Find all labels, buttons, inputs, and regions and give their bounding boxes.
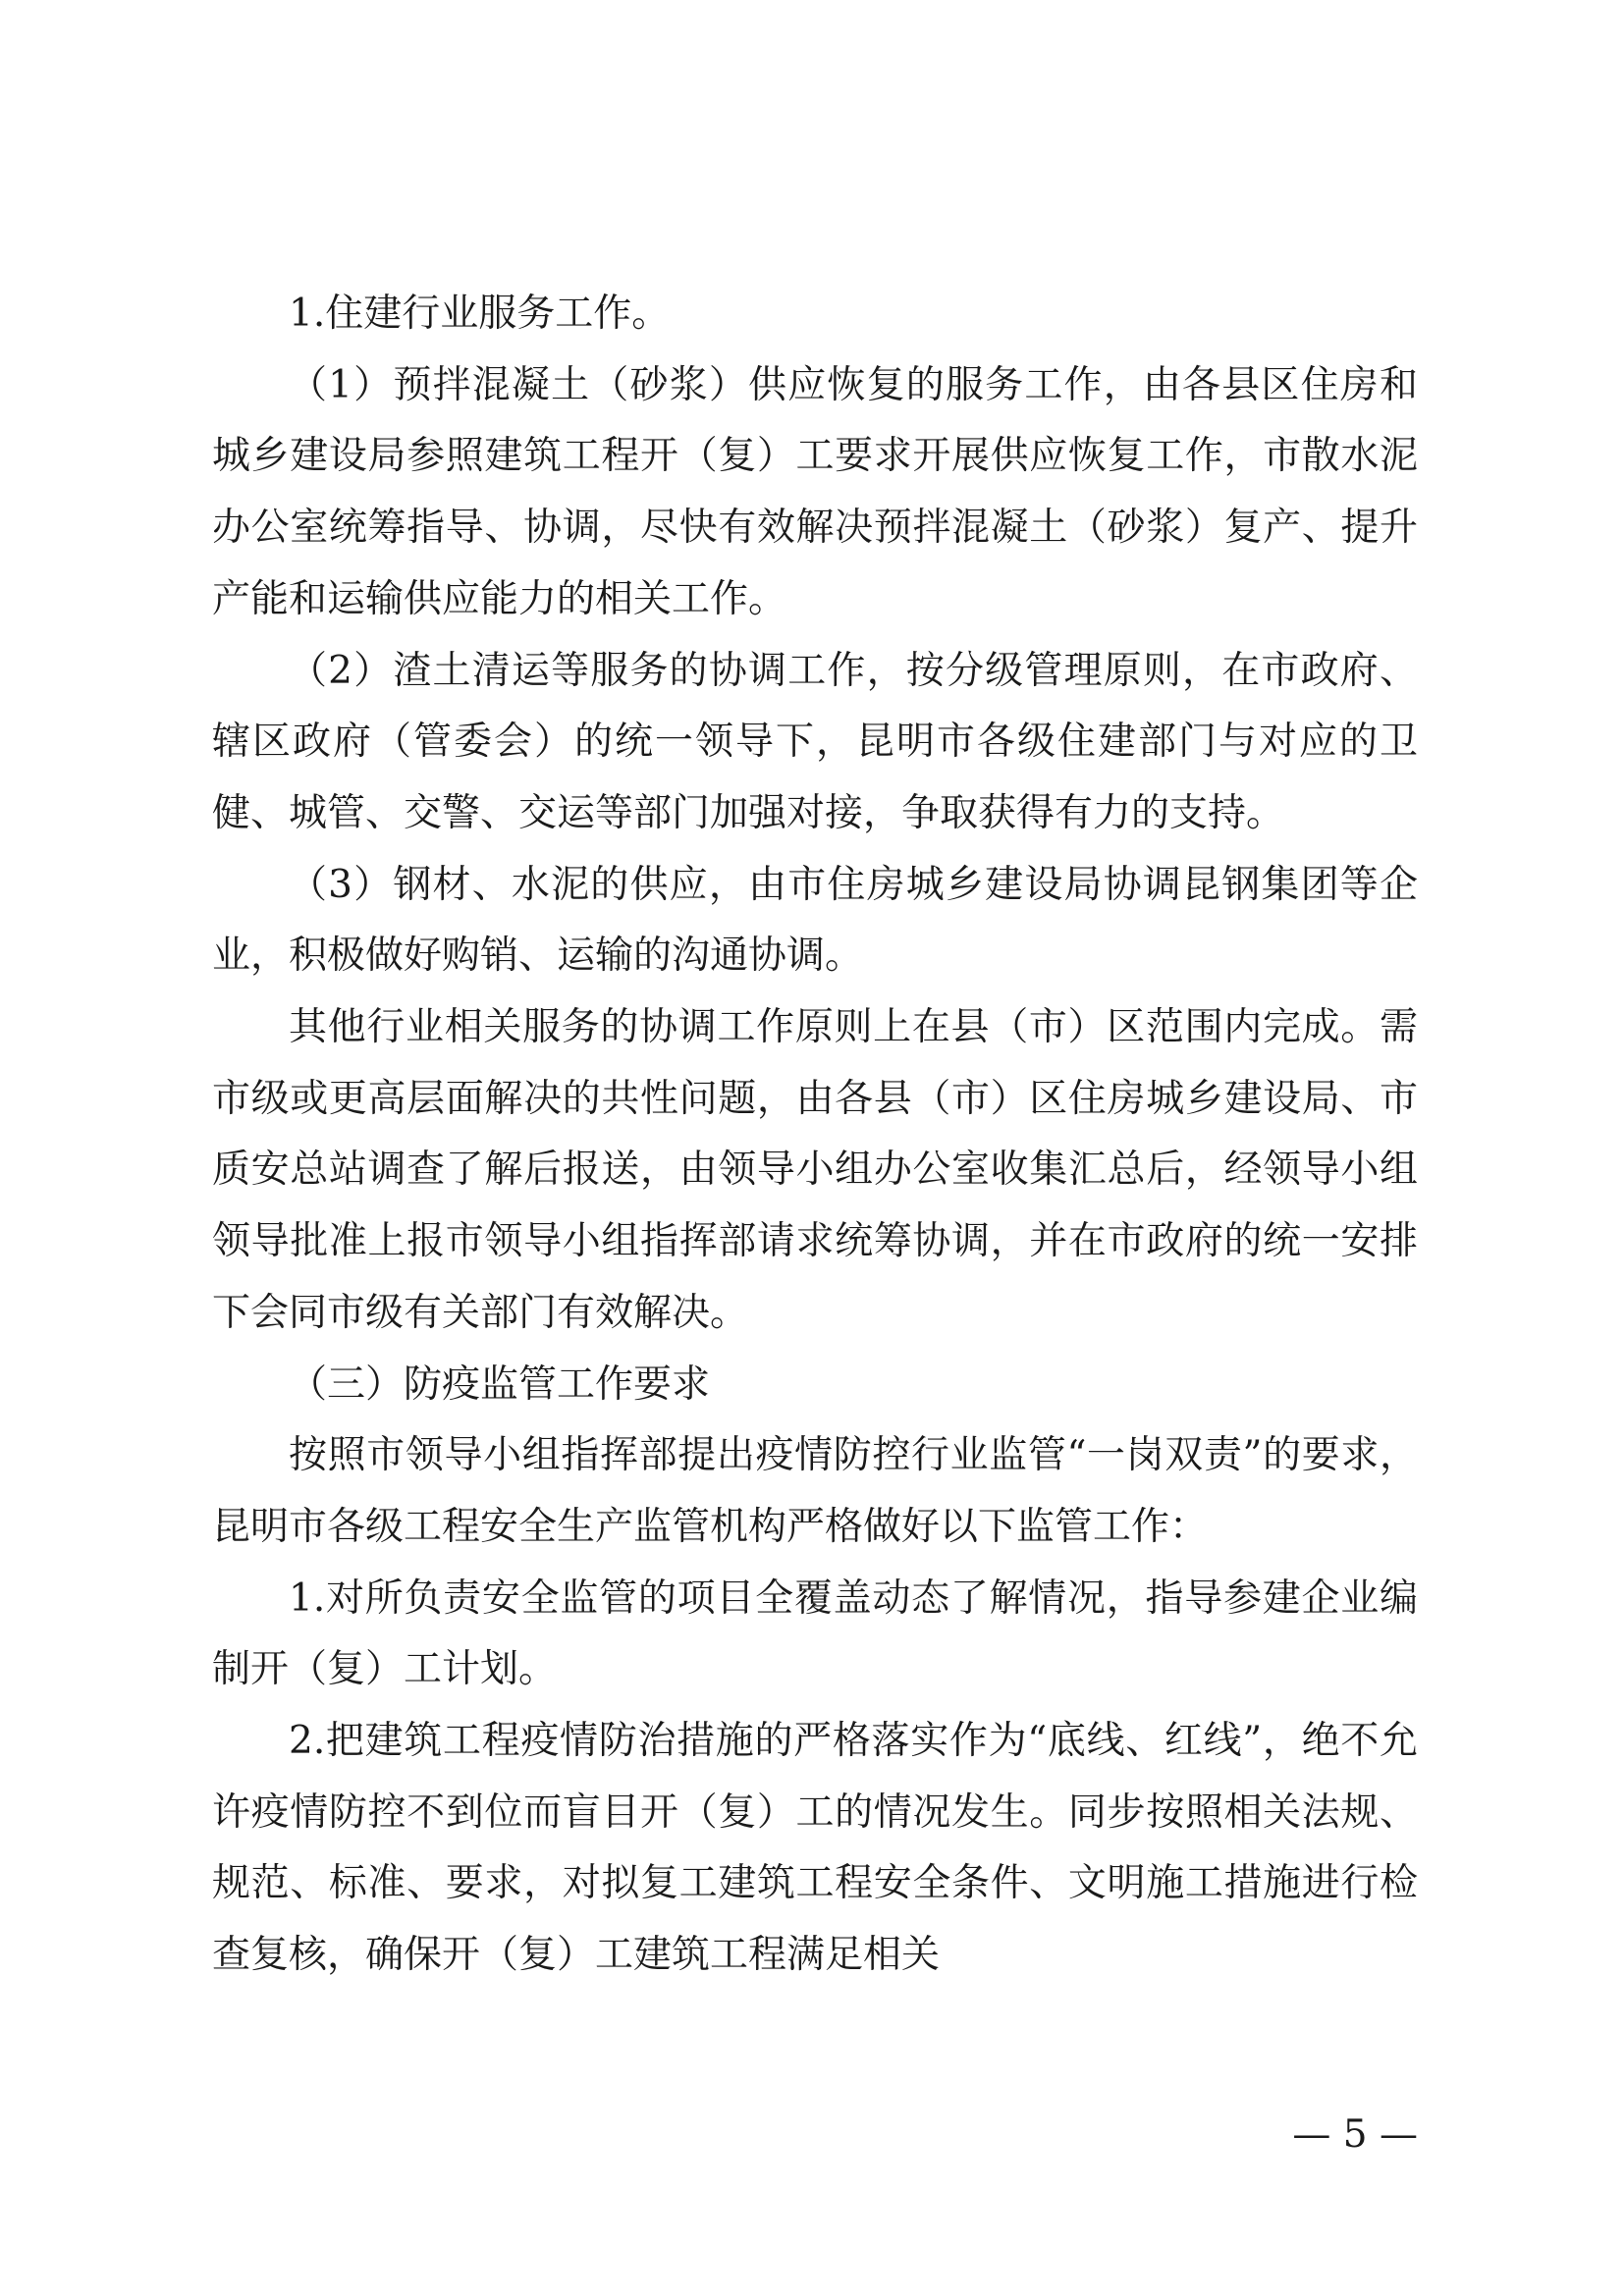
paragraph-supervision-item-1: 1.对所负责安全监管的项目全覆盖动态了解情况，指导参建企业编制开（复）工计划。 [212, 1575, 1418, 1692]
paragraph-supervision-intro: 按照市领导小组指挥部提出疫情防控行业监管“一岗双责”的要求，昆明市各级工程安全生产监管机构严格做好以下监管工作： [212, 1433, 1418, 1549]
paragraph-supervision-item-2: 2.把建筑工程疫情防治措施的严格落实作为“底线、红线”，绝不允许疫情防控不到位而盲目开（复）工的情况发生。同步按照相关法规、规范、标准、要求，对拟复工建筑工程安全条件、文明施工措施进行检查复核，确保开（复）工建筑工程满足相关 [212, 1719, 1418, 1978]
page-number: — 5 — [1292, 2112, 1418, 2157]
paragraph-steel-cement-supply: （3）钢材、水泥的供应，由市住房城乡建设局协调昆钢集团等企业，积极做好购销、运输的沟通协调。 [212, 862, 1418, 979]
paragraph-other-industries: 其他行业相关服务的协调工作原则上在县（市）区范围内完成。需市级或更高层面解决的共性问题，由各县（市）区住房城乡建设局、市质安总站调查了解后报送，由领导小组办公室收集汇总后，经领导小组领导批准上报市领导小组指挥部请求统筹协调，并在市政府的统一安排下会同市级有关部门有效解决。 [212, 1005, 1418, 1335]
paragraph-concrete-supply: （1）预拌混凝土（砂浆）供应恢复的服务工作，由各县区住房和城乡建设局参照建筑工程开（复）工要求开展供应恢复工作，市散水泥办公室统筹指导、协调，尽快有效解决预拌混凝土（砂浆）复产、提升产能和运输供应能力的相关工作。 [212, 362, 1418, 621]
paragraph-housing-service: 1.住建行业服务工作。 [289, 292, 671, 336]
paragraph-muck-transport: （2）渣土清运等服务的协调工作，按分级管理原则，在市政府、辖区政府（管委会）的统一领导下，昆明市各级住建部门与对应的卫健、城管、交警、交运等部门加强对接，争取获得有力的支持。 [212, 648, 1418, 835]
document-body [212, 279, 1418, 1992]
section-heading-epidemic-supervision: （三）防疫监管工作要求 [289, 1362, 711, 1407]
